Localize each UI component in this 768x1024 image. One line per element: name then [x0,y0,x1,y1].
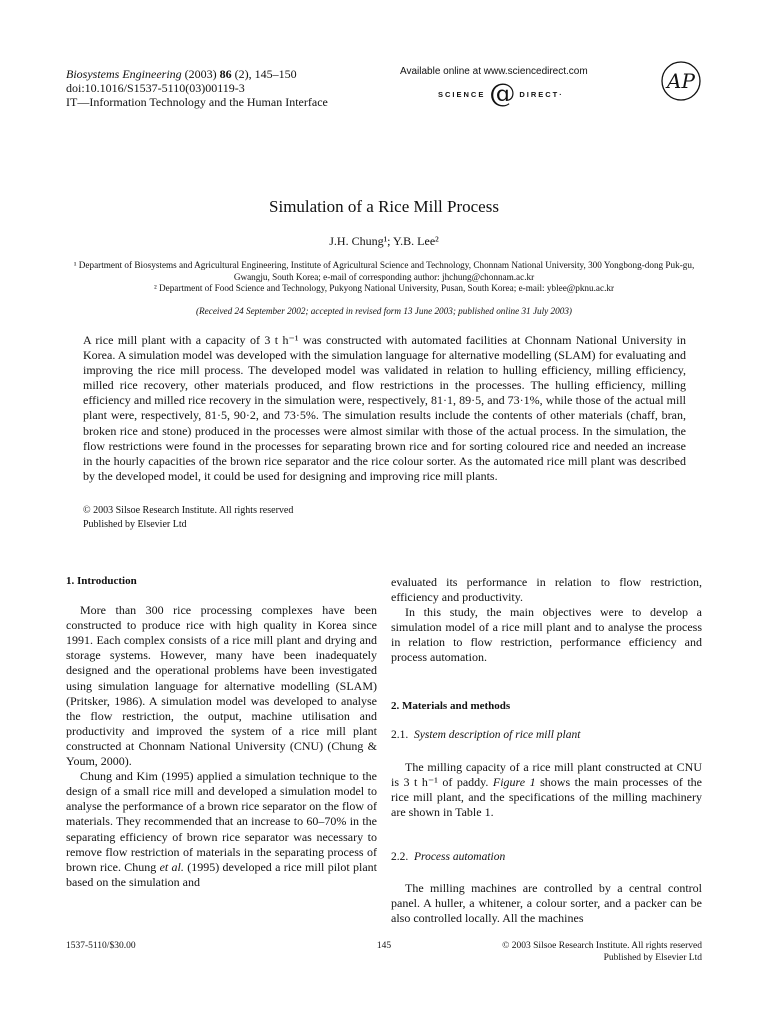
footer-issn-price: 1537-5110/$30.00 [66,941,136,951]
intro-paragraph-1: More than 300 rice processing complexes have been constructed to produce rice with high quality in Korea since 1991. Each complex consists of a rice mill plant and drying and storage systems. However, many have been inadequately designed and the operational problems have been investigated using simulation language for alternative modelling (SLAM) (Pritsker, 1986). A simulation model was developed to analyse the flow restriction, the output, machine utilisation and productivity and improved the system of a rice mill plant constructed at Chonnam National University (CNU) (Chung & Youm, 2000). [66,603,377,769]
journal-section: IT—Information Technology and the Human Interface [66,95,328,109]
journal-year: (2003) [181,67,220,81]
received-dates: (Received 24 September 2002; accepted in revised form 13 June 2003; published online 31 July 2003) [196,306,572,316]
abstract-copyright: © 2003 Silsoe Research Institute. All rights reserved [83,505,294,516]
intro-paragraph-2-etal: et al. [159,859,184,874]
right-paragraph-2: In this study, the main objectives were to develop a simulation model of a rice mill plant and to analyse the process in relation to flow restriction, performance efficiency and process automation. [391,605,702,665]
intro-paragraph-2-a: Chung and Kim (1995) applied a simulation technique to the design of a small rice mill and developed a simulation model to analyse the performance of a brown rice separator on the flow of materials. They recommended that an increase to 60–70% in the separating efficiency of brown rice separator was necessary to remove flow restriction of materials in the separating process of brown rice. Chung [66,769,377,874]
subsection-2-2-paragraph: The milling machines are controlled by a central control panel. A huller, a whitener, a colour sorter, and a packer can be also controlled locally. All the machines [391,881,702,926]
journal-header [66,67,328,109]
journal-citation [66,67,328,81]
footer-publisher: Published by Elsevier Ltd [603,953,702,963]
footer-page-number: 145 [376,941,392,951]
figure-1-reference[interactable]: Figure 1 [492,774,536,789]
article-title: Simulation of a Rice Mill Process [269,197,499,216]
subsection-2-1-text-b: shows the main processes of the rice mill plant, and the specifications of the milling machinery are shown in Table 1. [391,774,702,820]
abstract: A rice mill plant with a capacity of 3 t h⁻¹ was constructed with automated facilities at Chonnam National University in Korea. A simulation model was developed with the simulation language for alternative modelling (SLAM) for evaluating and improving the rice mill process. The developed model was validated in relation to hulling efficiency, milling efficiency, milled rice recovery, other materials produced, and flow restrictions in the processes. The hulling efficiency, milling efficiency and milled rice recovery in the simulation were, respectively, 81·1, 89·5, and 73·1%, while those of the actual mill plant were, respectively, 81·5, 90·2, and 73·5%. The simulation results include the contents of other materials (chaff, bran, broken rice and stone) produced in the processes were almost similar with those of the actual process. In the simulation, the flow restrictions were found in the processes for separating brown rice and for sorting coloured rice and needed an increase in the hourly capacities of the brown rice separator and the rice colour sorter. As the automated rice mill plant was described by the developed model, it could be used for designing and improving rice mill plants. [83,333,686,483]
methods-heading: 2. Materials and methods [391,699,511,712]
sciencedirect-logo [438,79,564,109]
available-online[interactable]: Available online at www.sciencedirect.com [400,66,588,77]
publisher-logo-icon [660,60,702,102]
footer-copyright-block [502,940,702,964]
subsection-2-1-heading [391,728,702,743]
sciencedirect-at-icon: @ [489,79,516,109]
intro-paragraph-2-b: (1995) developed a rice mill pilot plant based on the simulation and [66,859,377,889]
intro-paragraph-2 [66,769,377,890]
journal-volume: 86 [219,67,232,81]
abstract-publisher: Published by Elsevier Ltd [83,519,187,530]
sciencedirect-left: SCIENCE [438,89,486,99]
left-column [66,574,377,890]
right-column [391,575,702,927]
footer-copyright: © 2003 Silsoe Research Institute. All rights reserved [502,941,702,951]
affiliations [66,260,702,295]
affiliation-2: ² Department of Food Science and Technology, Pukyong National University, Pusan, South Korea; e-mail: yblee@pknu.ac.kr [153,283,615,293]
subsection-2-2-title: Process automation [414,851,506,864]
abstract-copyright-block [83,504,293,532]
subsection-2-2-heading [391,850,702,865]
journal-issue-pages: (2), 145–150 [231,67,297,81]
article-authors: J.H. Chung¹; Y.B. Lee² [329,234,439,248]
subsection-2-1-number: 2.1. [391,728,409,741]
subsection-2-2-number: 2.2. [391,851,409,864]
subsection-2-1-text-a: The milling capacity of a rice mill plant constructed at CNU is 3 t h⁻¹ of paddy. [391,759,702,789]
journal-name: Biosystems Engineering [66,67,182,81]
subsection-2-1-paragraph [391,760,702,820]
subsection-2-1-title: System description of rice mill plant [414,728,581,741]
introduction-heading: 1. Introduction [66,575,137,587]
right-paragraph-1: evaluated its performance in relation to flow restriction, efficiency and productivity. [391,575,702,605]
sciencedirect-right: DIRECT· [519,89,564,99]
doi[interactable]: doi:10.1016/S1537-5110(03)00119-3 [66,81,245,95]
publisher-logo-text: AP [667,69,695,93]
affiliation-1: ¹ Department of Biosystems and Agricultural Engineering, Institute of Agricultural Science and Technology, Chonnam National University, 300 Yongbong-dong Puk-gu, Gwangju, South Korea; e-mail of corresponding author: jhchung@chonnam.ac.kr [73,260,695,282]
